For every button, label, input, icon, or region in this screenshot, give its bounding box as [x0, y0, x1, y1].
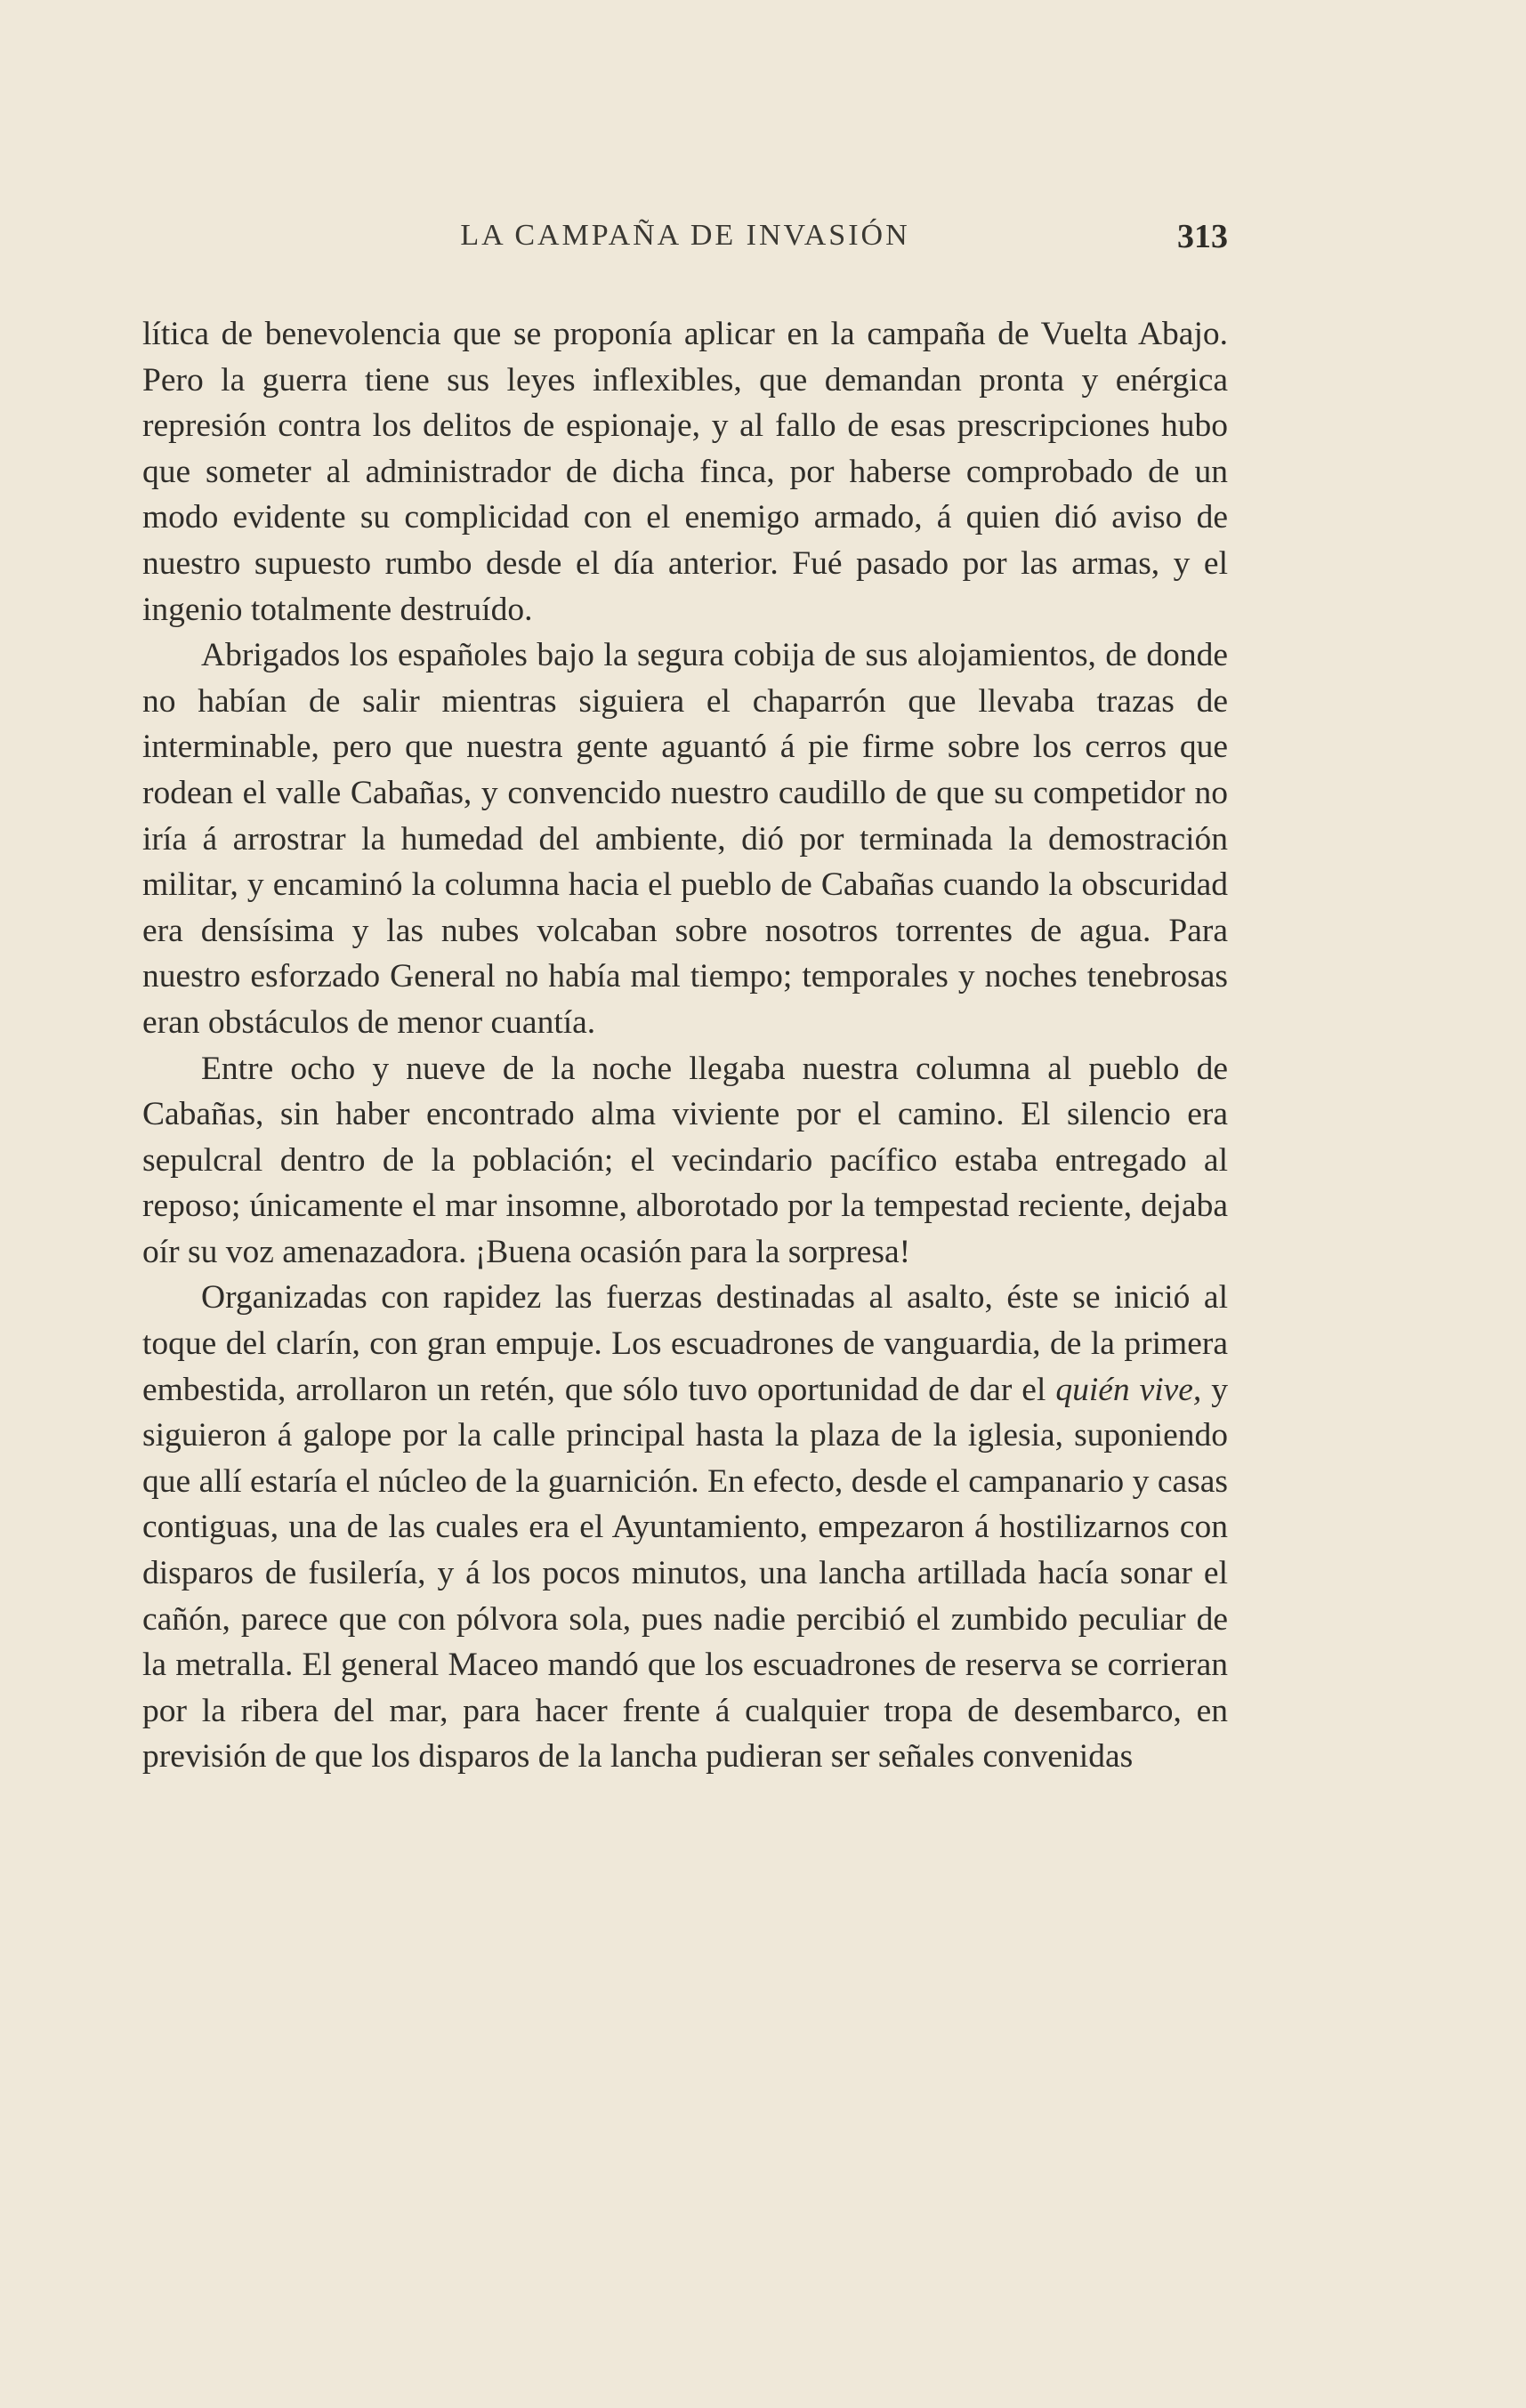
running-head	[142, 219, 1228, 272]
paragraph-2: Abrigados los españoles bajo la segura cobija de sus alojamientos, de donde no habían de salir mientras siguiera el chaparrón que llevaba trazas de interminable, pero que nuestra gente aguantó á pie firme sobre los cerros que rodean el valle Cabañas, y convencido nuestro caudillo de que su competidor no iría á arrostrar la humedad del ambiente, dió por terminada la demostración militar, y encaminó la columna hacia el pueblo de Cabañas cuando la obscuridad era densísima y las nubes volcaban sobre nosotros torrentes de agua. Para nuestro esforzado General no había mal tiempo; temporales y noches tenebrosas eran obstáculos de menor cuantía.	[142, 637, 1228, 1041]
body-text	[142, 311, 1228, 1780]
page-number: 313	[1177, 218, 1228, 255]
paragraph-4-part-a: Organizadas con rapidez las fuerzas destinadas al asalto, éste se inició al toque del clarín, con gran empuje. Los escuadrones de vanguardia, de la primera embestida, arrollaron un retén, que sólo tuvo oportunidad de dar el	[142, 1279, 1228, 1408]
running-title: LA CAMPAÑA DE INVASIÓN	[460, 219, 910, 252]
paragraph-4-part-b: y siguieron á galope por la calle principal hasta la plaza de la iglesia, suponiendo que allí estaría el núcleo de la guarnición. En efecto, desde el campanario y casas contiguas, una de las cuales era el Ayuntamiento, empezaron á hostilizarnos con disparos de fusilería, y á los pocos minutos, una lancha artillada hacía sonar el cañón, parece que con pólvora sola, pues nadie percibió el zumbido peculiar de la metralla. El general Maceo mandó que los escuadrones de reserva se corrieran por la ribera del mar, para hacer frente á cualquier tropa de desembarco, en previsión de que los disparos de la lancha pudieran ser señales convenidas	[142, 1371, 1229, 1776]
paragraph-3: Entre ocho y nueve de la noche llegaba nuestra columna al pueblo de Cabañas, sin haber encontrado alma viviente por el camino. El silencio era sepulcral dentro de la población; el vecindario pacífico estaba entregado al reposo; únicamente el mar insomne, alborotado por la tempestad reciente, dejaba oír su voz amenazadora. ¡Buena ocasión para la sorpresa!	[142, 1050, 1228, 1270]
paragraph-1: lítica de benevolencia que se proponía aplicar en la campaña de Vuelta Abajo. Pero la guerra tiene sus leyes inflexibles, que demandan pronta y enérgica represión contra los delitos de espionaje, y al fallo de esas prescripciones hubo que someter al administrador de dicha finca, por haberse comprobado de un modo evidente su complicidad con el enemigo armado, á quien dió aviso de nuestro supuesto rumbo desde el día anterior. Fué pasado por las armas, y el ingenio totalmente destruído.	[142, 316, 1228, 628]
paragraph-4	[142, 1275, 1228, 1780]
paragraph-4-italic-phrase: quién vive,	[1055, 1371, 1202, 1408]
